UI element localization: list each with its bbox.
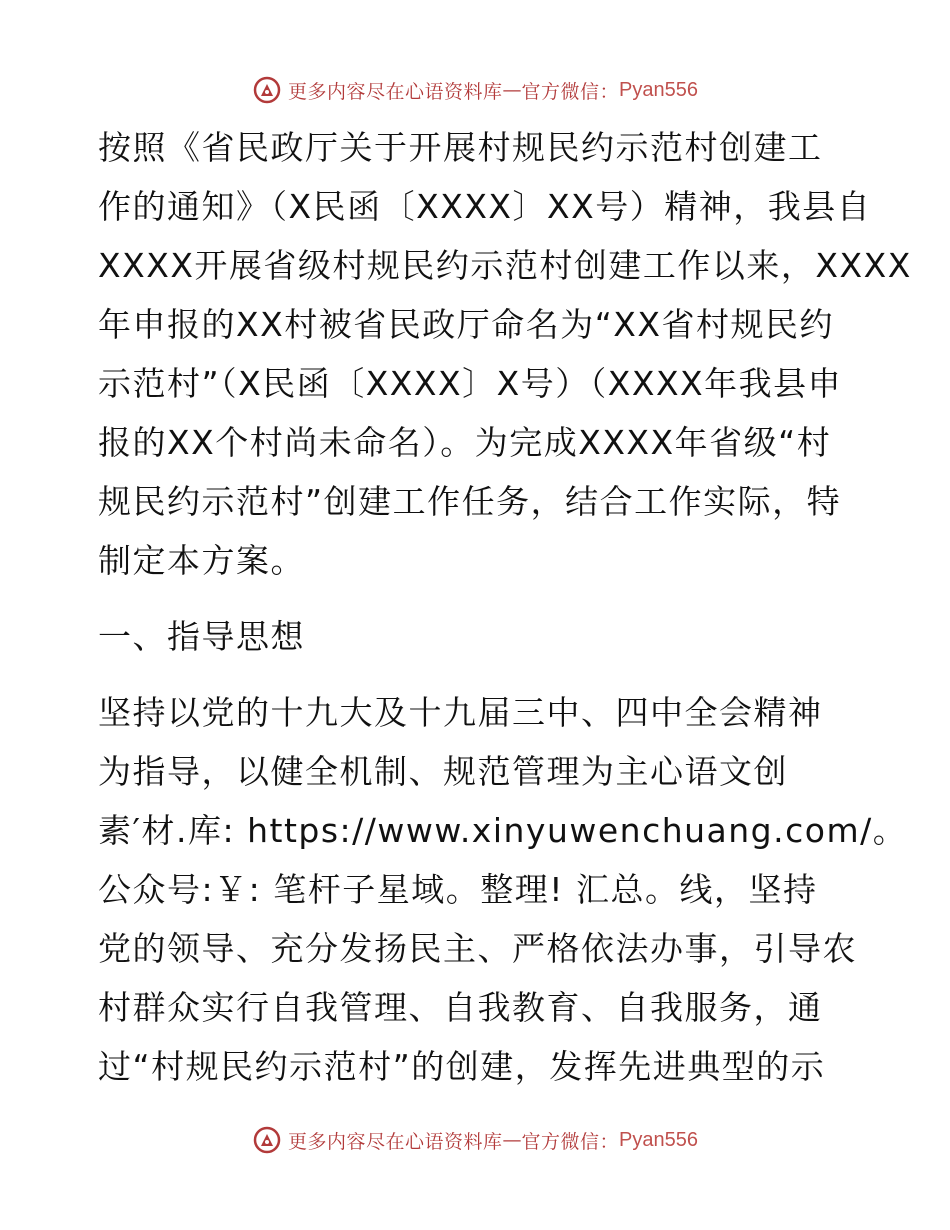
text-line: 报的XX个村尚未命名）。为完成XXXX年省级“村 — [98, 423, 832, 462]
header-watermark-banner — [0, 70, 950, 110]
banner-wechat-id: Pyan556 — [619, 78, 698, 101]
text-line: XXXX开展省级村规民约示范村创建工作以来，XXXX — [98, 246, 912, 285]
banner-separator: — — [502, 79, 522, 101]
text-line: 为指导，以健全机制、规范管理为主心语文创 — [98, 752, 788, 791]
text-line: 党的领导、充分发扬民主、严格依法办事，引导农 — [98, 929, 857, 968]
text-line: 年申报的XX村被省民政厅命名为“XX省村规民约 — [98, 305, 835, 344]
paragraph-guiding — [98, 683, 908, 1096]
pen-nib-logo-icon — [252, 75, 282, 105]
text-line: 作的通知》（X民函〔XXXX〕XX号）精神，我县自 — [98, 187, 872, 226]
paragraph-gap — [98, 666, 858, 683]
banner-wechat-id: Pyan556 — [619, 1128, 698, 1151]
footer-watermark-banner — [0, 1120, 950, 1160]
heading-guiding-ideology: 一、指导思想 — [98, 617, 305, 656]
banner-text: 更多内容尽在心语资料库 — [288, 80, 503, 103]
text-line: 示范村”（X民函〔XXXX〕X号）（XXXX年我县申 — [98, 364, 843, 403]
pen-nib-logo-icon — [252, 1125, 282, 1155]
banner-text: 更多内容尽在心语资料库 — [288, 1130, 503, 1153]
text-line: 坚持以党的十九大及十九届三中、四中全会精神 — [98, 693, 823, 732]
banner-official-label: 官方微信： — [521, 1130, 620, 1153]
document-body — [98, 118, 912, 1096]
paragraph-gap — [98, 590, 858, 607]
section-heading — [98, 607, 858, 666]
text-line: 公众号:￥: 笔杆子星域。整理! 汇总。线，坚持 — [98, 870, 818, 909]
banner-official-label: 官方微信： — [521, 80, 620, 103]
text-line: 制定本方案。 — [98, 541, 305, 580]
text-line: 过“村规民约示范村”的创建，发挥先进典型的示 — [98, 1047, 826, 1086]
text-line: 素′材.库: https://www.xinyuwenchuang.com/。 — [98, 811, 908, 850]
banner-separator: — — [502, 1129, 522, 1151]
paragraph-intro — [98, 118, 912, 590]
text-line: 按照《省民政厅关于开展村规民约示范村创建工 — [98, 128, 823, 167]
text-line: 规民约示范村”创建工作任务，结合工作实际，特 — [98, 482, 842, 521]
text-line: 村群众实行自我管理、自我教育、自我服务，通 — [98, 988, 823, 1027]
